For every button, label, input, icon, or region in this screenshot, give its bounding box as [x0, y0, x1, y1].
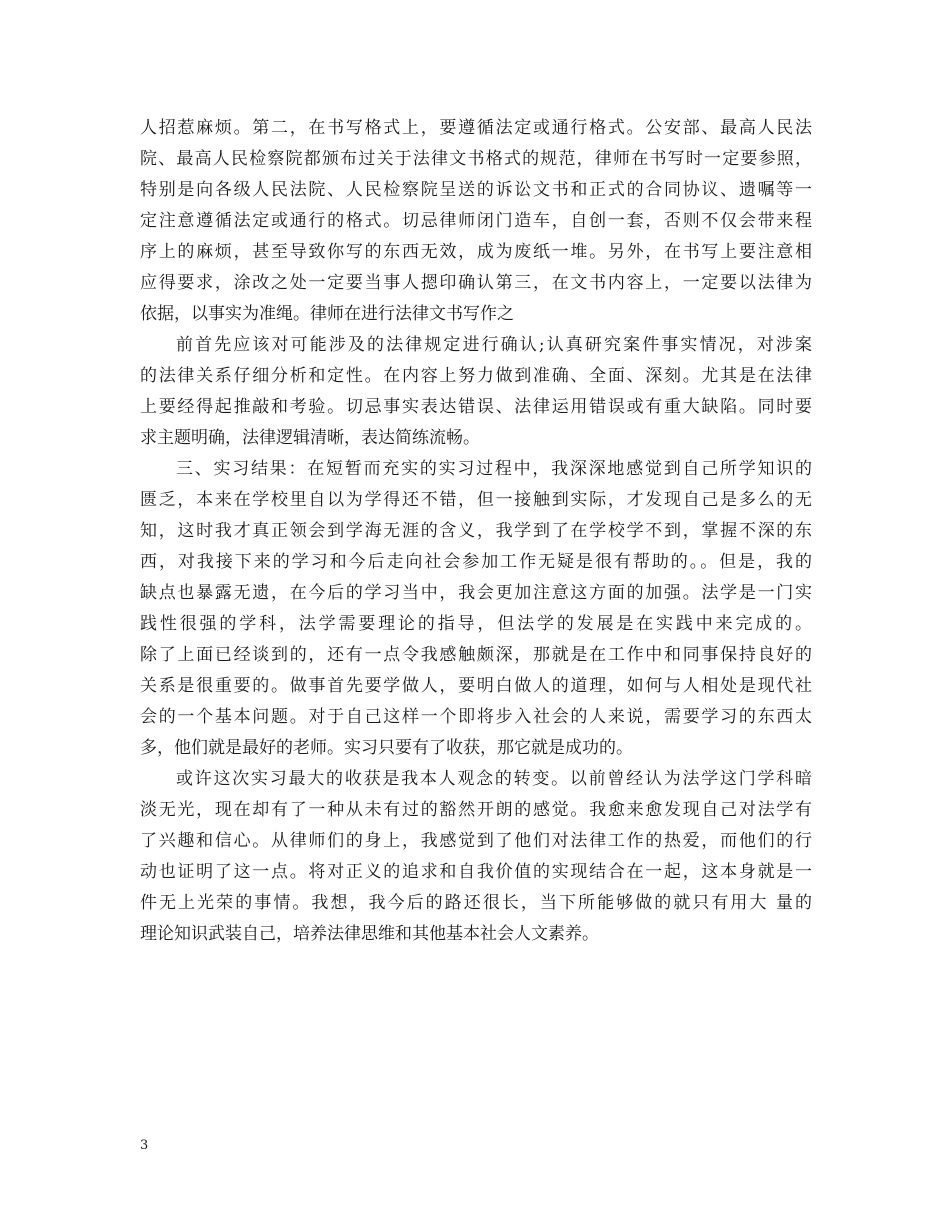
text-line: 理论知识武装自己，培养法律思维和其他基本社会人文素养。: [140, 924, 599, 944]
text-line: 序上的麻烦，甚至导致你写的东西无效，成为废纸一堆。另外，在书写上要注意相: [140, 242, 812, 262]
paragraph: [140, 330, 812, 454]
paragraph: [140, 113, 812, 330]
text-line: 西，对我接下来的学习和今后走向社会参加工作无疑是很有帮助的。。但是，我的: [140, 552, 812, 572]
text-line: 缺点也暴露无遗，在今后的学习当中，我会更加注意这方面的加强。法学是一门实: [140, 583, 812, 603]
text-line: 前首先应该对可能涉及的法律规定进行确认;认真研究案件事实情况，对涉案: [176, 335, 812, 355]
text-line: 求主题明确，法律逻辑清晰，表达简练流畅。: [140, 428, 480, 448]
text-line: 动也证明了这一点。将对正义的追求和自我价值的实现结合在一起，这本身就是一: [140, 862, 812, 882]
text-line: 件无上光荣的事情。我想，我今后的路还很长，当下所能够做的就只有用大 量的: [140, 893, 812, 913]
paragraph: [140, 764, 812, 950]
text-line: 应得要求，涂改之处一定要当事人摁印确认第三，在文书内容上，一定要以法律为: [140, 273, 812, 293]
text-line: 的法律关系仔细分析和定性。在内容上努力做到准确、全面、深刻。尤其是在法律: [140, 366, 812, 386]
text-line: 践性很强的学科，法学需要理论的指导，但法学的发展是在实践中来完成的。: [140, 614, 812, 634]
text-line: 上要经得起推敲和考验。切忌事实表达错误、法律运用错误或有重大缺陷。同时要: [140, 397, 812, 417]
page-number: 3: [140, 1138, 149, 1153]
text-line: 人招惹麻烦。第二，在书写格式上，要遵循法定或通行格式。公安部、最高人民法: [140, 118, 812, 138]
text-line: 或许这次实习最大的收获是我本人观念的转变。以前曾经认为法学这门学科暗: [176, 769, 812, 789]
text-line: 三、实习结果：在短暂而充实的实习过程中，我深深地感觉到自己所学知识的: [176, 459, 812, 479]
text-line: 依据，以事实为准绳。律师在进行法律文书写作之: [140, 304, 514, 324]
text-line: 会的一个基本问题。对于自己这样一个即将步入社会的人来说，需要学习的东西太: [140, 707, 812, 727]
text-line: 院、最高人民检察院都颁布过关于法律文书格式的规范，律师在书写时一定要参照，: [140, 149, 812, 169]
text-line: 匮乏，本来在学校里自以为学得还不错，但一接触到实际，才发现自己是多么的无: [140, 490, 812, 510]
text-line: 淡无光，现在却有了一种从未有过的豁然开朗的感觉。我愈来愈发现自己对法学有: [140, 800, 812, 820]
text-line: 知，这时我才真正领会到学海无涯的含义，我学到了在学校学不到，掌握不深的东: [140, 521, 812, 541]
text-line: 关系是很重要的。做事首先要学做人，要明白做人的道理，如何与人相处是现代社: [140, 676, 812, 696]
text-line: 定注意遵循法定或通行的格式。切忌律师闭门造车，自创一套，否则不仅会带来程: [140, 211, 812, 231]
text-line: 多，他们就是最好的老师。实习只要有了收获，那它就是成功的。: [140, 738, 633, 758]
text-line: 了兴趣和信心。从律师们的身上，我感觉到了他们对法律工作的热爱，而他们的行: [140, 831, 812, 851]
text-line: 除了上面已经谈到的，还有一点令我感触颇深，那就是在工作中和同事保持良好的: [140, 645, 812, 665]
paragraph: [140, 454, 812, 764]
text-line: 特别是向各级人民法院、人民检察院呈送的诉讼文书和正式的合同协议、遗嘱等一: [140, 180, 812, 200]
body-text: [140, 113, 812, 950]
